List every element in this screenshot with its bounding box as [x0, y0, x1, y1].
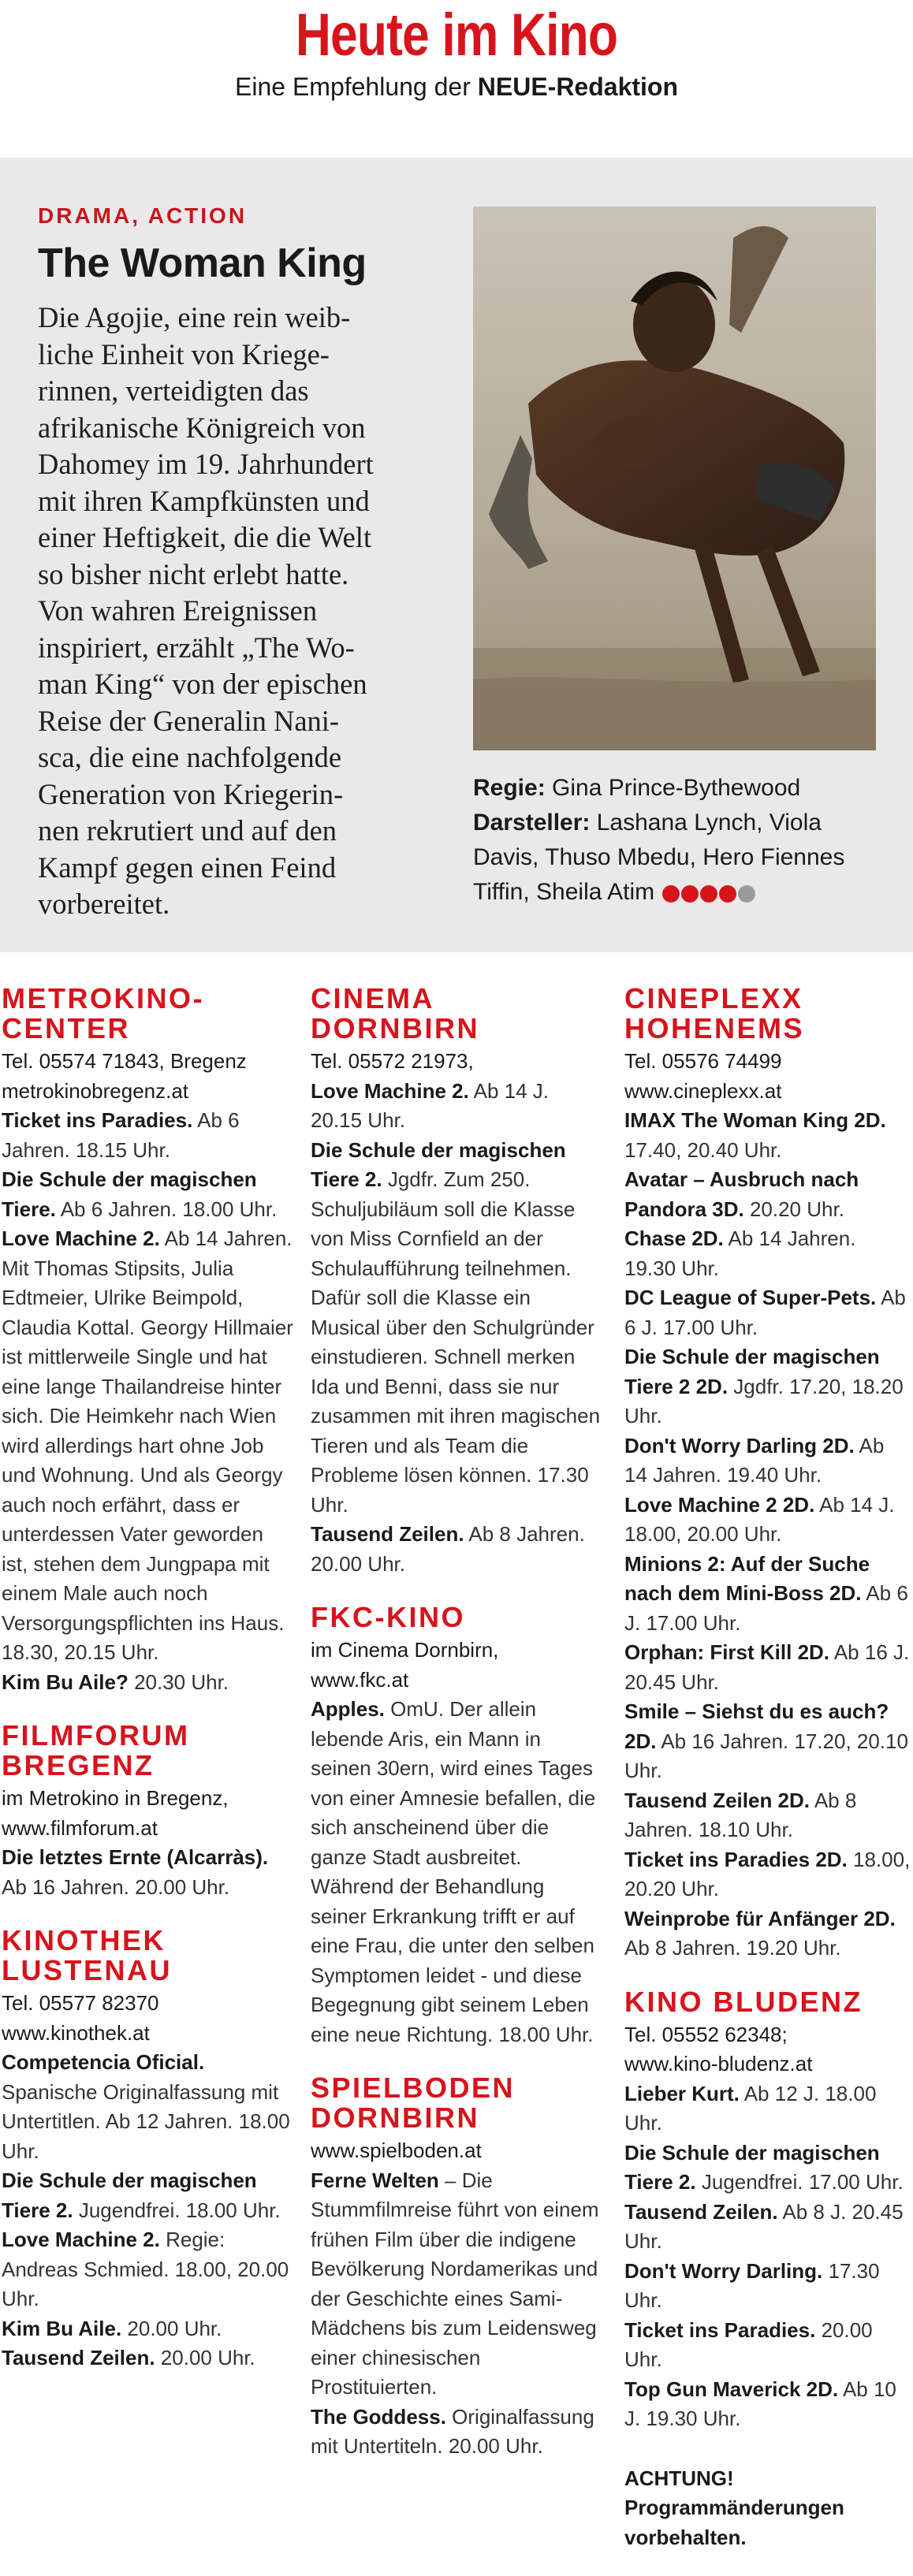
genre-label: DRAMA, ACTION	[38, 203, 248, 228]
cinema-name-line: FKC-KINO	[311, 1601, 465, 1633]
movie-title: Die Schule der magischen Tiere 2.	[311, 1137, 566, 1191]
listing-column-1	[2, 984, 293, 2397]
cinema-name-line: SPIELBODEN	[311, 2072, 516, 2104]
cinema-contact: Tel. 05552 62348;	[624, 2022, 788, 2046]
cast-line-1	[473, 806, 891, 840]
movie-title: Tausend Zeilen 2D.	[624, 1788, 811, 1812]
movie-title: Die Schule der magischen Tiere 2.	[624, 2140, 880, 2194]
screening-entry	[624, 1342, 911, 1431]
screening-entry	[624, 2079, 911, 2139]
cinema-block	[2, 1721, 293, 1902]
screening-details: Ab 14 Jahren. Mit Thomas Stipsits, Julia Edtmeier, Ulrike Beimpold, Claudia Kottal. Georgy Hillmaier ist mittlerweile Single und hat eine lange Thailandreise hinter sich. Die Heimkehr nach Wien wird allerdings hart ohne Job und Wohnung. Und als Georgy auch noch erfährt, dass er unterdessen Vater geworden ist, stehen dem Jungpapa mit einem Male auch noch Versorgungspflichten ins Haus. 18.30, 20.15 Uhr.	[2, 1227, 293, 1664]
screening-details: 20.20 Uhr.	[749, 1197, 844, 1221]
page-title: Heute im Kino	[295, 2, 618, 69]
cinema-block	[2, 984, 293, 1697]
screening-details: Regie: Andreas Schmied. 18.00, 20.00 Uhr.	[2, 2228, 289, 2310]
screening-details: Ab 16 Jahren. 20.00 Uhr.	[2, 1874, 230, 1899]
cast-names-3: Tiffin, Sheila Atim	[473, 879, 655, 905]
rating-dot	[662, 885, 680, 903]
cinema-block	[311, 984, 602, 1579]
screening-details: Ab 6 Jahren. 18.15 Uhr.	[2, 1108, 240, 1162]
screening-entry	[624, 1638, 911, 1697]
screening-entry	[311, 1136, 602, 1521]
rating-dot	[681, 885, 699, 903]
screening-details: Ab 14 Jahren. 19.30 Uhr.	[624, 1227, 856, 1280]
cinema-contact: www.cineplexx.at	[624, 1078, 782, 1103]
screening-details: Ab 14 Jahren. 19.40 Uhr.	[624, 1433, 885, 1487]
movie-title: Ticket ins Paradies.	[2, 1108, 193, 1132]
cinema-name-line: CINEMA DORNBIRN	[311, 982, 479, 1044]
cinema-block	[2, 1926, 293, 2373]
movie-title: Die Schule der magischen Tiere 2.	[2, 2168, 257, 2222]
movie-title: Tausend Zeilen.	[624, 2199, 778, 2224]
screening-details: Ab 8 Jahren. 18.10 Uhr.	[624, 1788, 857, 1841]
rating-dot	[719, 885, 736, 903]
movie-title: Love Machine 2.	[311, 1078, 469, 1103]
cinema-name	[624, 984, 911, 1044]
cinema-contact: www.spielboden.at	[311, 2139, 482, 2162]
cinema-contact: Tel. 05574 71843, Bregenz	[2, 1049, 247, 1073]
screening-entry	[311, 1077, 602, 1136]
screening-details: Jugendfrei. 17.00 Uhr.	[701, 2170, 904, 2194]
screening-entry	[624, 1431, 911, 1491]
screening-details: 20.00 Uhr.	[160, 2346, 255, 2369]
screening-details: Ab 8 Jahren. 20.00 Uhr.	[311, 1522, 585, 1576]
screening-entry	[2, 1843, 293, 1902]
cinema-name	[311, 984, 602, 1044]
screening-details: Spanische Originalfassung mit Untertitlen. Ab 12 Jahren. 18.00 Uhr.	[2, 2079, 290, 2163]
featured-movie-box	[0, 158, 913, 952]
screening-entry	[624, 1697, 911, 1786]
featured-movie-blurb: Die Agojie, eine rein weib- liche Einheit von Kriege- rinnen, verteidigten das afrikanische Königreich von Dahomey im 19. Jahrhundert mit ihren Kampfkünsten und einer Heftigkeit, die die Welt so bisher nicht erlebt hatte. Von wahren Ereignissen inspiriert, erzählt „The Wo- man King“ von der epischen Reise der Generalin Nani- sca, die eine nachfolgende Generation von Kriegerin- nen rekrutiert und auf den Kampf gegen einen Feind vorbereitet.	[38, 301, 374, 920]
movie-title: Ticket ins Paradies 2D.	[624, 1847, 848, 1871]
cinema-name	[311, 1603, 602, 1632]
cinema-contact: Tel. 05577 82370	[2, 1991, 159, 2015]
screening-entry	[624, 1786, 911, 1845]
screening-entry	[624, 1106, 911, 1165]
screening-details: 20.00 Uhr.	[127, 2316, 222, 2340]
screening-entry	[624, 1165, 911, 1224]
screening-entry	[624, 2139, 911, 2198]
screening-details: – Die Stummfilmreise führt von einem frühen Film über die indigene Bevölkerung Nordamerikas und der Geschichte eines Sami-Mädchens bis zum Leidensweg einer chinesischen Prostituierten.	[311, 2168, 599, 2399]
screening-details: Ab 16 J. 20.45 Uhr.	[624, 1640, 910, 1694]
movie-title: IMAX The Woman King 2D.	[624, 1108, 886, 1132]
cinema-contact: www.fkc.at	[311, 1667, 409, 1692]
screening-details: Ab 10 J. 19.30 Uhr.	[624, 2377, 896, 2430]
movie-title: Die Schule der magischen Tiere 2 2D.	[624, 1345, 880, 1398]
movie-title: Orphan: First Kill 2D.	[624, 1640, 830, 1664]
movie-title: DC League of Super-Pets.	[624, 1286, 877, 1309]
screening-details: 20.30 Uhr.	[134, 1670, 229, 1694]
cinema-name-line: CINEPLEXX	[624, 982, 803, 1014]
screening-entry	[2, 1165, 293, 1224]
cast-names-1: Lashana Lynch, Viola	[596, 810, 822, 836]
cast-line-2: Davis, Thuso Mbedu, Hero Fiennes	[473, 844, 845, 870]
cinema-block	[311, 1603, 602, 2049]
movie-title: Tausend Zeilen.	[2, 2346, 155, 2369]
listing-column-2	[311, 984, 602, 2485]
screening-details: 17.40, 20.40 Uhr.	[624, 1137, 782, 1162]
featured-movie-title: The Woman King	[38, 240, 367, 286]
cinema-name-line: KINOTHEK	[2, 1924, 166, 1956]
movie-title: Kim Bu Aile?	[2, 1670, 129, 1694]
screening-details: Ab 14 J. 20.15 Uhr.	[311, 1078, 550, 1132]
subtitle-prefix: Eine Empfehlung der	[235, 73, 478, 101]
screening-details: Ab 6 J. 17.00 Uhr.	[624, 1286, 906, 1339]
screening-entry	[624, 2375, 911, 2434]
screening-details: Jgdfr. Zum 250. Schuljubiläum soll die Klasse von Miss Cornfield an der Schulaufführung teilnehmen. Dafür soll die Klasse ein Musical über den Schulgründer einstudieren. Schnell merken Ida und Benni, dass sie nur zusammen mit ihren magischen Tieren und als Team die Probleme lösen können. 17.30 Uhr.	[311, 1167, 601, 1517]
page-subtitle	[0, 71, 913, 102]
screening-entry	[311, 2166, 602, 2403]
movie-title: Weinprobe für Anfänger 2D.	[624, 1906, 896, 1930]
screening-entry	[624, 1224, 911, 1283]
screening-details: Ab 12 J. 18.00 Uhr.	[624, 2081, 877, 2135]
screening-entry	[624, 2257, 911, 2316]
cinema-block	[311, 2073, 602, 2462]
cinema-contact: www.filmforum.at	[2, 1815, 158, 1840]
screening-entry	[311, 2403, 602, 2462]
cinema-contact: Tel. 05576 74499	[624, 1049, 782, 1073]
screening-details: 18.00, 20.20 Uhr.	[624, 1847, 911, 1900]
cinema-block	[624, 984, 911, 1964]
screening-details: Ab 8 J. 20.45 Uhr.	[624, 2199, 904, 2253]
cinema-name-line: KINO BLUDENZ	[624, 1985, 863, 2018]
director-line	[473, 771, 891, 806]
screening-entry	[2, 1224, 293, 1668]
cinema-contact: im Cinema Dornbirn,	[311, 1638, 499, 1662]
movie-title: Kim Bu Aile.	[2, 2316, 122, 2340]
screening-entry	[624, 1904, 911, 1964]
movie-credits	[473, 771, 891, 910]
cinema-name-line: METROKINO-	[2, 982, 204, 1014]
movie-title: Avatar – Ausbruch nach Pandora 3D.	[624, 1167, 859, 1221]
screening-entry	[2, 1668, 293, 1698]
movie-title: Lieber Kurt.	[624, 2081, 740, 2105]
movie-title: Tausend Zeilen.	[311, 1522, 464, 1546]
cinema-contact: www.kinothek.at	[2, 2020, 150, 2045]
screening-details: Ab 6 J. 17.00 Uhr.	[624, 1581, 908, 1635]
movie-title: Ferne Welten	[311, 2168, 439, 2192]
screening-entry	[311, 1520, 602, 1579]
movie-title: Love Machine 2.	[2, 2228, 160, 2251]
screening-entry	[2, 2343, 293, 2373]
screening-details: Ab 16 Jahren. 17.20, 20.10 Uhr.	[624, 1729, 908, 1782]
cinema-name	[2, 1721, 293, 1781]
screening-details: Ab 14 J. 18.00, 20.00 Uhr.	[624, 1492, 895, 1546]
movie-title: Chase 2D.	[624, 1227, 724, 1250]
director-label: Regie:	[473, 775, 546, 801]
movie-title: Love Machine 2 2D.	[624, 1492, 815, 1517]
movie-title: Competencia Oficial.	[2, 2050, 205, 2074]
movie-title: Ticket ins Paradies.	[624, 2317, 816, 2342]
screening-entry	[2, 2225, 293, 2314]
screening-entry	[624, 1550, 911, 1639]
subtitle-brand: NEUE-Redaktion	[477, 73, 678, 101]
listing-column-3	[624, 984, 911, 2576]
warrior-fight-illustration	[473, 207, 876, 750]
movie-title: Minions 2: Auf der Suche nach dem Mini-Boss 2D.	[624, 1551, 870, 1605]
cinema-name-line: FILMFORUM	[2, 1719, 190, 1751]
cinema-name	[2, 984, 293, 1044]
cast-label: Darsteller:	[473, 810, 591, 836]
screening-details: Jugendfrei. 18.00 Uhr.	[78, 2198, 281, 2222]
cinema-name	[2, 1926, 293, 1986]
director-name: Gina Prince-Bythewood	[552, 775, 801, 801]
screening-entry	[624, 2316, 911, 2375]
screening-entry	[311, 1695, 602, 2049]
movie-title: Top Gun Maverick 2D.	[624, 2377, 839, 2401]
cinema-contact: www.kino-bludenz.at	[624, 2052, 813, 2075]
screening-entry	[624, 1491, 911, 1550]
rating-dot	[738, 885, 755, 903]
rating-dots	[662, 876, 757, 910]
screening-entry	[2, 1106, 293, 1165]
cinema-name-line: CENTER	[2, 1012, 131, 1044]
movie-title: Don't Worry Darling 2D.	[624, 1433, 855, 1457]
cinema-contact: metrokinobregenz.at	[2, 1078, 189, 1103]
movie-title: The Goddess.	[311, 2404, 446, 2429]
movie-title: Apples.	[311, 1697, 385, 1721]
movie-title: Love Machine 2.	[2, 1227, 160, 1250]
screening-entry	[624, 1283, 911, 1342]
cinema-name-line: BREGENZ	[2, 1749, 155, 1781]
screening-entry	[624, 1845, 911, 1904]
cinema-name-line: LUSTENAU	[2, 1954, 172, 1986]
screening-details: Jgdfr. 17.20, 18.20 Uhr.	[624, 1374, 904, 1428]
cinema-name-line: HOHENEMS	[624, 1012, 805, 1044]
screening-entry	[2, 2166, 293, 2225]
movie-title: Don't Worry Darling.	[624, 2258, 823, 2283]
cast-line-3	[473, 875, 891, 910]
screening-entry	[2, 2314, 293, 2344]
movie-title: Die letztes Ernte (Alcarràs).	[2, 1845, 269, 1869]
rating-dot	[700, 885, 717, 903]
cinema-contact: Tel. 05572 21973,	[311, 1049, 474, 1073]
page-header	[0, 0, 913, 120]
cinema-contact: im Metrokino in Bregenz,	[2, 1786, 229, 1810]
movie-title: Smile – Siehst du es auch? 2D.	[624, 1699, 889, 1753]
screening-entry	[624, 2198, 911, 2257]
cinema-name-line: DORNBIRN	[311, 2101, 479, 2134]
screening-details: Ab 6 Jahren. 18.00 Uhr.	[60, 1197, 278, 1221]
cinema-name	[311, 2073, 602, 2133]
screening-details: Originalfassung mit Untertiteln. 20.00 Uhr.	[311, 2404, 594, 2458]
movie-title: Die Schule der magischen Tiere.	[2, 1167, 257, 1221]
screening-details: 17.30 Uhr.	[624, 2258, 880, 2312]
screening-entry	[2, 2048, 293, 2166]
program-change-note: ACHTUNG! Programmänderungen vorbehalten.	[624, 2466, 844, 2549]
screening-details: OmU. Der allein lebende Aris, ein Mann in seinen 30ern, wird eines Tages von einer Amnesie befallen, die sich anscheinend über die ganze Stadt ausbreitet. Während der Behandlung seiner Erkrankung trifft er auf eine Frau, die unter den selben Symptomen leidet - und diese Begegnung gibt seinem Leben eine neue Richtung. 18.00 Uhr.	[311, 1697, 596, 2046]
cinema-block	[624, 1987, 911, 2553]
screening-details: Ab 8 Jahren. 19.20 Uhr.	[624, 1936, 841, 1960]
movie-still-photo	[473, 207, 876, 750]
screening-details: 20.00 Uhr.	[624, 2317, 873, 2371]
cinema-name	[624, 1987, 911, 2017]
